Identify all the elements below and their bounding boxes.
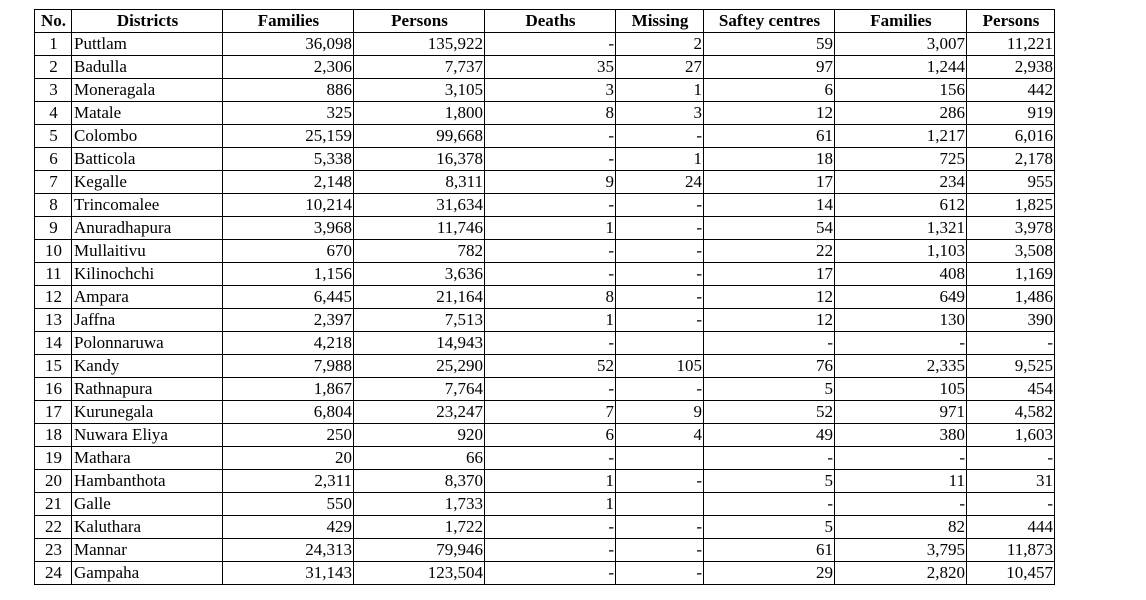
- cell-families: 3,968: [223, 217, 354, 240]
- cell-safety-centres: 52: [704, 401, 835, 424]
- cell-safety-centres: 5: [704, 378, 835, 401]
- cell-centre-persons: 1,825: [967, 194, 1055, 217]
- table-row: [35, 355, 1055, 378]
- cell-centre-families: 971: [835, 401, 967, 424]
- cell-safety-centres: 61: [704, 539, 835, 562]
- table-row: [35, 56, 1055, 79]
- cell-families: 1,867: [223, 378, 354, 401]
- table-body: [35, 33, 1055, 585]
- cell-missing: -: [616, 516, 704, 539]
- cell-centre-persons: 390: [967, 309, 1055, 332]
- cell-deaths: -: [485, 33, 616, 56]
- cell-safety-centres: 97: [704, 56, 835, 79]
- cell-centre-persons: -: [967, 447, 1055, 470]
- table-row: [35, 125, 1055, 148]
- cell-district: Galle: [72, 493, 223, 516]
- cell-centre-persons: 1,169: [967, 263, 1055, 286]
- table-row: [35, 332, 1055, 355]
- cell-district: Ampara: [72, 286, 223, 309]
- header-families: Families: [223, 10, 354, 33]
- cell-families: 670: [223, 240, 354, 263]
- cell-no: 17: [35, 401, 72, 424]
- cell-centre-persons: 9,525: [967, 355, 1055, 378]
- cell-safety-centres: 22: [704, 240, 835, 263]
- cell-centre-persons: 3,508: [967, 240, 1055, 263]
- cell-district: Puttlam: [72, 33, 223, 56]
- cell-district: Hambanthota: [72, 470, 223, 493]
- table-row: [35, 263, 1055, 286]
- cell-deaths: -: [485, 240, 616, 263]
- cell-centre-families: 82: [835, 516, 967, 539]
- cell-no: 13: [35, 309, 72, 332]
- cell-safety-centres: 12: [704, 309, 835, 332]
- cell-district: Kurunegala: [72, 401, 223, 424]
- cell-district: Rathnapura: [72, 378, 223, 401]
- cell-district: Nuwara Eliya: [72, 424, 223, 447]
- cell-no: 12: [35, 286, 72, 309]
- cell-centre-families: 1,321: [835, 217, 967, 240]
- cell-persons: 23,247: [354, 401, 485, 424]
- cell-safety-centres: 54: [704, 217, 835, 240]
- cell-no: 24: [35, 562, 72, 585]
- cell-missing: -: [616, 562, 704, 585]
- cell-centre-persons: 11,221: [967, 33, 1055, 56]
- cell-families: 36,098: [223, 33, 354, 56]
- cell-safety-centres: 12: [704, 102, 835, 125]
- table-row: [35, 240, 1055, 263]
- cell-no: 8: [35, 194, 72, 217]
- cell-missing: -: [616, 470, 704, 493]
- cell-centre-persons: 2,938: [967, 56, 1055, 79]
- header-districts: Districts: [72, 10, 223, 33]
- table-row: [35, 309, 1055, 332]
- cell-centre-families: 11: [835, 470, 967, 493]
- cell-safety-centres: 14: [704, 194, 835, 217]
- table-row: [35, 102, 1055, 125]
- table-row: [35, 79, 1055, 102]
- table-row: [35, 447, 1055, 470]
- cell-district: Colombo: [72, 125, 223, 148]
- cell-deaths: -: [485, 263, 616, 286]
- cell-families: 2,148: [223, 171, 354, 194]
- cell-deaths: 1: [485, 493, 616, 516]
- cell-district: Moneragala: [72, 79, 223, 102]
- cell-centre-persons: 444: [967, 516, 1055, 539]
- cell-families: 7,988: [223, 355, 354, 378]
- cell-deaths: 7: [485, 401, 616, 424]
- cell-deaths: 1: [485, 470, 616, 493]
- cell-persons: 25,290: [354, 355, 485, 378]
- cell-persons: 135,922: [354, 33, 485, 56]
- cell-missing: -: [616, 263, 704, 286]
- cell-district: Anuradhapura: [72, 217, 223, 240]
- cell-missing: -: [616, 309, 704, 332]
- cell-safety-centres: 61: [704, 125, 835, 148]
- table-row: [35, 148, 1055, 171]
- cell-centre-families: 234: [835, 171, 967, 194]
- cell-deaths: 3: [485, 79, 616, 102]
- header-centre-families: Families: [835, 10, 967, 33]
- cell-district: Mullaitivu: [72, 240, 223, 263]
- cell-persons: 3,636: [354, 263, 485, 286]
- table-row: [35, 493, 1055, 516]
- cell-deaths: 8: [485, 102, 616, 125]
- cell-missing: 3: [616, 102, 704, 125]
- cell-district: Batticola: [72, 148, 223, 171]
- cell-centre-families: 130: [835, 309, 967, 332]
- cell-no: 10: [35, 240, 72, 263]
- header-persons: Persons: [354, 10, 485, 33]
- cell-safety-centres: 29: [704, 562, 835, 585]
- cell-centre-families: -: [835, 332, 967, 355]
- cell-centre-persons: 955: [967, 171, 1055, 194]
- cell-safety-centres: 59: [704, 33, 835, 56]
- cell-families: 2,397: [223, 309, 354, 332]
- cell-missing: 24: [616, 171, 704, 194]
- cell-families: 31,143: [223, 562, 354, 585]
- cell-safety-centres: 6: [704, 79, 835, 102]
- cell-persons: 79,946: [354, 539, 485, 562]
- cell-families: 429: [223, 516, 354, 539]
- cell-missing: -: [616, 286, 704, 309]
- cell-centre-persons: 454: [967, 378, 1055, 401]
- cell-no: 21: [35, 493, 72, 516]
- cell-deaths: 9: [485, 171, 616, 194]
- cell-persons: 7,764: [354, 378, 485, 401]
- table-row: [35, 516, 1055, 539]
- cell-no: 16: [35, 378, 72, 401]
- cell-district: Matale: [72, 102, 223, 125]
- cell-centre-families: 2,820: [835, 562, 967, 585]
- cell-centre-persons: 31: [967, 470, 1055, 493]
- header-safety-centres: Saftey centres: [704, 10, 835, 33]
- district-statistics-table: [34, 9, 1055, 585]
- cell-persons: 11,746: [354, 217, 485, 240]
- cell-missing: [616, 332, 704, 355]
- cell-families: 325: [223, 102, 354, 125]
- cell-no: 3: [35, 79, 72, 102]
- cell-no: 5: [35, 125, 72, 148]
- cell-district: Trincomalee: [72, 194, 223, 217]
- cell-centre-families: 649: [835, 286, 967, 309]
- table-row: [35, 378, 1055, 401]
- cell-deaths: -: [485, 332, 616, 355]
- cell-centre-persons: 1,603: [967, 424, 1055, 447]
- cell-families: 2,311: [223, 470, 354, 493]
- cell-families: 550: [223, 493, 354, 516]
- header-missing: Missing: [616, 10, 704, 33]
- cell-safety-centres: 18: [704, 148, 835, 171]
- header-deaths: Deaths: [485, 10, 616, 33]
- cell-no: 22: [35, 516, 72, 539]
- cell-centre-families: -: [835, 493, 967, 516]
- cell-safety-centres: -: [704, 332, 835, 355]
- cell-district: Kandy: [72, 355, 223, 378]
- cell-centre-persons: 919: [967, 102, 1055, 125]
- cell-missing: -: [616, 240, 704, 263]
- cell-safety-centres: -: [704, 447, 835, 470]
- cell-families: 2,306: [223, 56, 354, 79]
- cell-deaths: 52: [485, 355, 616, 378]
- cell-deaths: -: [485, 378, 616, 401]
- cell-no: 23: [35, 539, 72, 562]
- cell-persons: 14,943: [354, 332, 485, 355]
- cell-families: 24,313: [223, 539, 354, 562]
- cell-persons: 31,634: [354, 194, 485, 217]
- cell-district: Gampaha: [72, 562, 223, 585]
- table-row: [35, 401, 1055, 424]
- cell-persons: 16,378: [354, 148, 485, 171]
- cell-deaths: -: [485, 447, 616, 470]
- cell-persons: 99,668: [354, 125, 485, 148]
- table-header-row: [35, 10, 1055, 33]
- cell-centre-families: 725: [835, 148, 967, 171]
- cell-persons: 8,311: [354, 171, 485, 194]
- cell-safety-centres: 12: [704, 286, 835, 309]
- cell-missing: -: [616, 378, 704, 401]
- cell-safety-centres: 17: [704, 263, 835, 286]
- cell-safety-centres: 49: [704, 424, 835, 447]
- cell-families: 250: [223, 424, 354, 447]
- cell-safety-centres: 5: [704, 470, 835, 493]
- cell-missing: 1: [616, 148, 704, 171]
- cell-centre-families: 105: [835, 378, 967, 401]
- cell-persons: 920: [354, 424, 485, 447]
- cell-deaths: -: [485, 194, 616, 217]
- cell-families: 6,445: [223, 286, 354, 309]
- table-row: [35, 194, 1055, 217]
- cell-no: 2: [35, 56, 72, 79]
- table-row: [35, 171, 1055, 194]
- cell-missing: 9: [616, 401, 704, 424]
- cell-deaths: -: [485, 125, 616, 148]
- cell-district: Kilinochchi: [72, 263, 223, 286]
- cell-persons: 66: [354, 447, 485, 470]
- cell-persons: 3,105: [354, 79, 485, 102]
- table-row: [35, 562, 1055, 585]
- cell-missing: 1: [616, 79, 704, 102]
- header-no: No.: [35, 10, 72, 33]
- cell-centre-families: 408: [835, 263, 967, 286]
- cell-safety-centres: 5: [704, 516, 835, 539]
- cell-missing: -: [616, 125, 704, 148]
- cell-district: Kegalle: [72, 171, 223, 194]
- table-row: [35, 33, 1055, 56]
- cell-centre-families: 286: [835, 102, 967, 125]
- cell-missing: [616, 493, 704, 516]
- cell-no: 15: [35, 355, 72, 378]
- table-row: [35, 217, 1055, 240]
- cell-no: 18: [35, 424, 72, 447]
- cell-district: Mannar: [72, 539, 223, 562]
- cell-missing: 2: [616, 33, 704, 56]
- cell-deaths: -: [485, 148, 616, 171]
- cell-district: Badulla: [72, 56, 223, 79]
- cell-deaths: -: [485, 539, 616, 562]
- cell-deaths: 6: [485, 424, 616, 447]
- cell-centre-persons: 442: [967, 79, 1055, 102]
- cell-safety-centres: -: [704, 493, 835, 516]
- cell-safety-centres: 76: [704, 355, 835, 378]
- cell-missing: [616, 447, 704, 470]
- cell-centre-families: 156: [835, 79, 967, 102]
- cell-no: 7: [35, 171, 72, 194]
- cell-persons: 1,800: [354, 102, 485, 125]
- table-row: [35, 539, 1055, 562]
- cell-no: 20: [35, 470, 72, 493]
- cell-missing: 27: [616, 56, 704, 79]
- cell-families: 4,218: [223, 332, 354, 355]
- table-row: [35, 286, 1055, 309]
- cell-deaths: 1: [485, 309, 616, 332]
- cell-centre-families: 380: [835, 424, 967, 447]
- cell-deaths: -: [485, 516, 616, 539]
- cell-centre-persons: 6,016: [967, 125, 1055, 148]
- cell-centre-families: 612: [835, 194, 967, 217]
- cell-centre-families: 3,007: [835, 33, 967, 56]
- cell-deaths: 8: [485, 286, 616, 309]
- cell-deaths: 1: [485, 217, 616, 240]
- cell-no: 6: [35, 148, 72, 171]
- cell-centre-families: 1,217: [835, 125, 967, 148]
- cell-centre-persons: 11,873: [967, 539, 1055, 562]
- cell-persons: 782: [354, 240, 485, 263]
- cell-centre-persons: 4,582: [967, 401, 1055, 424]
- cell-persons: 123,504: [354, 562, 485, 585]
- cell-missing: 4: [616, 424, 704, 447]
- cell-centre-persons: 3,978: [967, 217, 1055, 240]
- cell-families: 10,214: [223, 194, 354, 217]
- cell-centre-persons: 2,178: [967, 148, 1055, 171]
- cell-centre-families: -: [835, 447, 967, 470]
- cell-no: 1: [35, 33, 72, 56]
- cell-persons: 21,164: [354, 286, 485, 309]
- cell-centre-persons: 10,457: [967, 562, 1055, 585]
- cell-centre-families: 3,795: [835, 539, 967, 562]
- cell-safety-centres: 17: [704, 171, 835, 194]
- cell-families: 5,338: [223, 148, 354, 171]
- cell-centre-persons: 1,486: [967, 286, 1055, 309]
- cell-centre-persons: -: [967, 332, 1055, 355]
- table-row: [35, 470, 1055, 493]
- cell-no: 4: [35, 102, 72, 125]
- cell-families: 25,159: [223, 125, 354, 148]
- cell-persons: 7,513: [354, 309, 485, 332]
- cell-no: 14: [35, 332, 72, 355]
- cell-families: 20: [223, 447, 354, 470]
- cell-missing: 105: [616, 355, 704, 378]
- cell-families: 886: [223, 79, 354, 102]
- cell-missing: -: [616, 539, 704, 562]
- cell-district: Kaluthara: [72, 516, 223, 539]
- cell-missing: -: [616, 217, 704, 240]
- cell-centre-persons: -: [967, 493, 1055, 516]
- cell-no: 11: [35, 263, 72, 286]
- cell-families: 1,156: [223, 263, 354, 286]
- cell-district: Polonnaruwa: [72, 332, 223, 355]
- cell-deaths: -: [485, 562, 616, 585]
- cell-deaths: 35: [485, 56, 616, 79]
- cell-missing: -: [616, 194, 704, 217]
- cell-families: 6,804: [223, 401, 354, 424]
- header-centre-persons: Persons: [967, 10, 1055, 33]
- cell-centre-families: 2,335: [835, 355, 967, 378]
- cell-persons: 8,370: [354, 470, 485, 493]
- cell-persons: 1,733: [354, 493, 485, 516]
- cell-persons: 7,737: [354, 56, 485, 79]
- cell-district: Mathara: [72, 447, 223, 470]
- cell-district: Jaffna: [72, 309, 223, 332]
- cell-centre-families: 1,244: [835, 56, 967, 79]
- cell-centre-families: 1,103: [835, 240, 967, 263]
- cell-no: 19: [35, 447, 72, 470]
- cell-no: 9: [35, 217, 72, 240]
- cell-persons: 1,722: [354, 516, 485, 539]
- table-row: [35, 424, 1055, 447]
